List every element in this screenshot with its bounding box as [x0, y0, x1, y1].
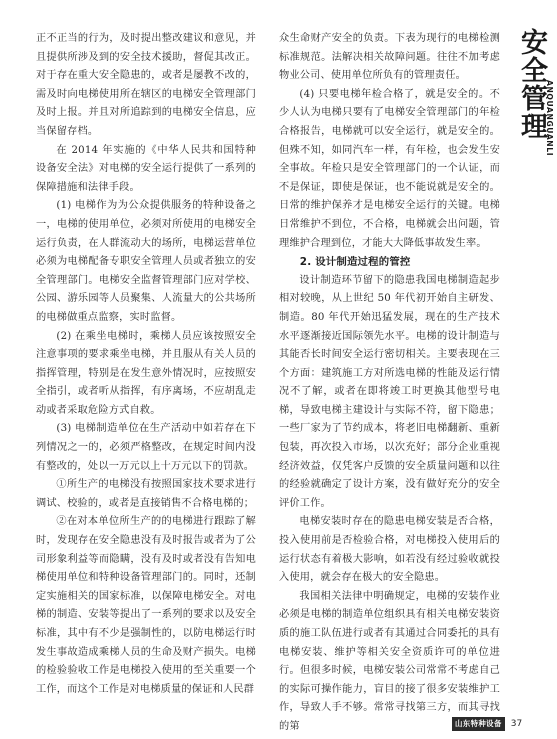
paragraph: 正不正当的行为，及时提出整改建议和意见，并且提供所涉及到的安全技术援助，督促其改正。对于存在重大安全隐患的，或者是屡教不改的，需及时向电梯使用所在辖区的电梯安全管理部门及时上报。并且对所追踪到的电梯安全信息，应当保留存档。 [36, 33, 256, 137]
paragraph: (2) 在乘坐电梯时，乘梯人员应该按照安全注意事项的要求乘坐电梯，并且服从有关人员的指挥管理，特别是在发生意外情况时，应按照安全指引，或者听从指挥，有序离场，不应胡乱走动或者采取危险方式自救。 [36, 330, 256, 416]
paragraph: ②在对本单位所生产的的电梯进行跟踪了解时，发现存在安全隐患没有及时报告或者为了公司形象利益等而隐瞒，没有及时或者没有告知电梯使用单位和特种设备管理部门的。同时，还制定实施相关的国家标准，以保障电梯安全。对电梯的制造、安装等提出了一系列的要求以及安全标准，其中有不少是强制性的，以防电梯运行时发生事故造成乘梯人员的生命及财产损失。电梯的检验验收工作是电梯投入使用的至关重要一个工作，而这个工作是对电梯质量的保证和人民群 [36, 516, 256, 695]
left-column [36, 30, 256, 699]
paragraph: ①所生产的电梯没有按照国家技术要求进行调试、校验的，或者是直接销售不合格电梯的； [36, 479, 256, 509]
paragraph: (1) 电梯作为为公众提供服务的特种设备之一，电梯的使用单位，必须对所使用的电梯安全运行负责，在人群流动大的场所，电梯运营单位必须为电梯配备专职安全管理人员或者独立的安全管理部门。电梯安全监督管理部门应对学校、公园、游乐园等人员聚集、人流量大的公共场所的电梯做重点监察，实时监督。 [36, 200, 256, 323]
page-footer [452, 717, 522, 731]
paragraph: 我国相关法律中明确规定，电梯的安装作业必须是电梯的制造单位组织具有相关电梯安装资质的施工队伍进行或者有其通过合同委托的具有电梯安装、维护等相关安全资质许可的单位进行。但很多时候，电梯安装公司常常不考虑自己的实际可操作能力，盲目的接了很多安装维护工作，导致人手不够。常常寻找第三方，而其寻找的第 [279, 590, 500, 732]
right-column [279, 30, 500, 737]
section-title: 安全管理 [516, 28, 547, 140]
section-subtitle-pinyin: ANQUANGUANLI [545, 80, 554, 157]
paragraph: 在 2014 年实施的《中华人民共和国特种设备安全法》对电梯的安全运行提供了一系列的保障措施和法律手段。 [36, 144, 256, 193]
page-number: 37 [510, 719, 523, 729]
section-heading: 2. 设计制造过程的管控 [299, 256, 411, 269]
section-header [512, 0, 557, 180]
paragraph: 设计制造环节留下的隐患我国电梯制造起步相对较晚，从上世纪 50 年代初开始自主研发、制造。80 年代开始迅猛发展，现在的生产技术水平逐渐接近国际领先水平。电梯的设计制造与其能否长时间安全运行密切相关。主要表现在三个方面：建筑施工方对所选电梯的性能及运行情况不了解，或者在即将竣工时更换其他型号电梯，导致电梯主建设计与实际不符，留下隐患；一些厂家为了节约成本，将老旧电梯翻新、重新包装，再次投入市场，以次充好；部分企业重视经济效益，仅凭客户反馈的安全质量问题和以往的经验就确定了设计方案，没有做好充分的安全评价工作。 [279, 274, 500, 509]
paragraph: (3) 电梯制造单位在生产活动中如若存在下列情况之一的，必须严格整改，在规定时间内没有整改的，处以一万元以上十万元以下的罚款。 [36, 423, 256, 472]
paragraph: 电梯安装时存在的隐患电梯安装是否合格，投入使用前是否检验合格，对电梯投入使用后的运行状态有着极大影响，如若没有经过验收就投入使用，就会存在极大的安全隐患。 [279, 516, 500, 584]
magazine-name: 山东特种设备 [452, 717, 505, 731]
paragraph: 众生命财产安全的负责。下表为现行的电梯检测标准规范。法解决相关故障问题。往往不加考虑物业公司、使用单位所负有的管理责任。 [279, 33, 500, 82]
paragraph: (4) 只要电梯年检合格了，就是安全的。不少人认为电梯只要有了电梯安全管理部门的年检合格报告，电梯就可以安全运行，就是安全的。但殊不知，如同汽车一样，有年检，也会发生安全事故。年检只是安全管理部门的一个认证，而不是保证，即使是保证，也不能说就是安全的。 日常的维护保养才是电梯安全运行的关键。电梯日常维护不到位，不合格，电梯就会出问题，管理维护合理到位，才能大大降低事故发生率。 [279, 88, 500, 249]
